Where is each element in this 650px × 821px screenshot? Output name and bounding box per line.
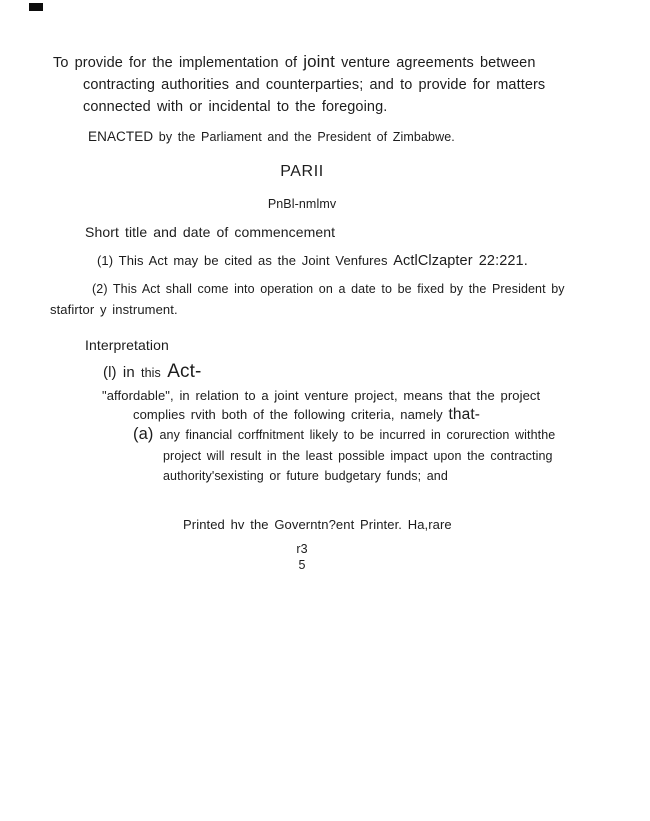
scan-corner-mark <box>29 3 43 11</box>
affordable-line-2 <box>102 406 540 425</box>
page-reference <box>52 542 552 573</box>
enacted-line <box>88 129 455 144</box>
affordable-text: complies rvith both of the following criteria, namely <box>133 406 449 422</box>
intro-text: (l) in <box>103 364 142 381</box>
affordable-emphasis: that- <box>448 405 480 423</box>
preamble-text: venture agreements between <box>334 55 536 71</box>
preamble-text: To provide for the implementation of <box>53 55 304 71</box>
intro-text-large: Act- <box>160 361 202 382</box>
clause-1-citation: ActlClzapter 22:221. <box>393 253 528 269</box>
preamble-paragraph <box>53 51 552 118</box>
clause-a-line-3: authority'sexisting or future budgetary funds; and <box>163 469 448 483</box>
page-reference-top: r3 <box>296 542 308 556</box>
definition-affordable <box>102 387 540 424</box>
intro-text-small: this <box>141 366 161 380</box>
enacted-word: ENACTED <box>88 129 154 144</box>
clause-a-marker: (a) <box>133 425 154 443</box>
interpretation-intro <box>103 361 201 383</box>
printed-footer: Printed hv the Governtn?ent Printer. Ha,rare <box>183 517 452 532</box>
enacted-rest: by the Parliament and the President of Zimbabwe. <box>153 130 455 144</box>
clause-a <box>133 424 555 487</box>
section-heading-short-title: Short title and date of commencement <box>85 224 336 240</box>
preamble-line-1 <box>53 51 552 74</box>
part-heading: PARII <box>280 163 324 180</box>
preamble-emphasis: joint <box>303 52 335 71</box>
clause-a-text: any financial corffnitment likely to be incurred in corurection withthe <box>159 428 556 442</box>
section-heading-interpretation: Interpretation <box>85 337 169 353</box>
clause-2-line-1: (2) This Act shall come into operation on a date to be fixed by the President by <box>92 282 565 296</box>
part-subheading: PnBl-nmlmv <box>267 197 337 211</box>
preamble-line-3: connected with or incidental to the foregoing. <box>83 99 388 115</box>
clause-2-line-2: stafirtor y instrument. <box>50 302 178 317</box>
clause-1-text: (1) This Act may be cited as the Joint Venfures <box>97 253 394 268</box>
clause-a-line-2: project will result in the least possible impact upon the contracting <box>163 448 553 463</box>
clause-1 <box>97 253 528 269</box>
page-reference-bottom: 5 <box>298 557 306 572</box>
clause-a-line-1 <box>133 424 555 446</box>
preamble-line-2: contracting authorities and counterparties; and to provide for matters <box>83 77 546 93</box>
affordable-line-1: "affordable", in relation to a joint venture project, means that the project <box>102 388 541 403</box>
